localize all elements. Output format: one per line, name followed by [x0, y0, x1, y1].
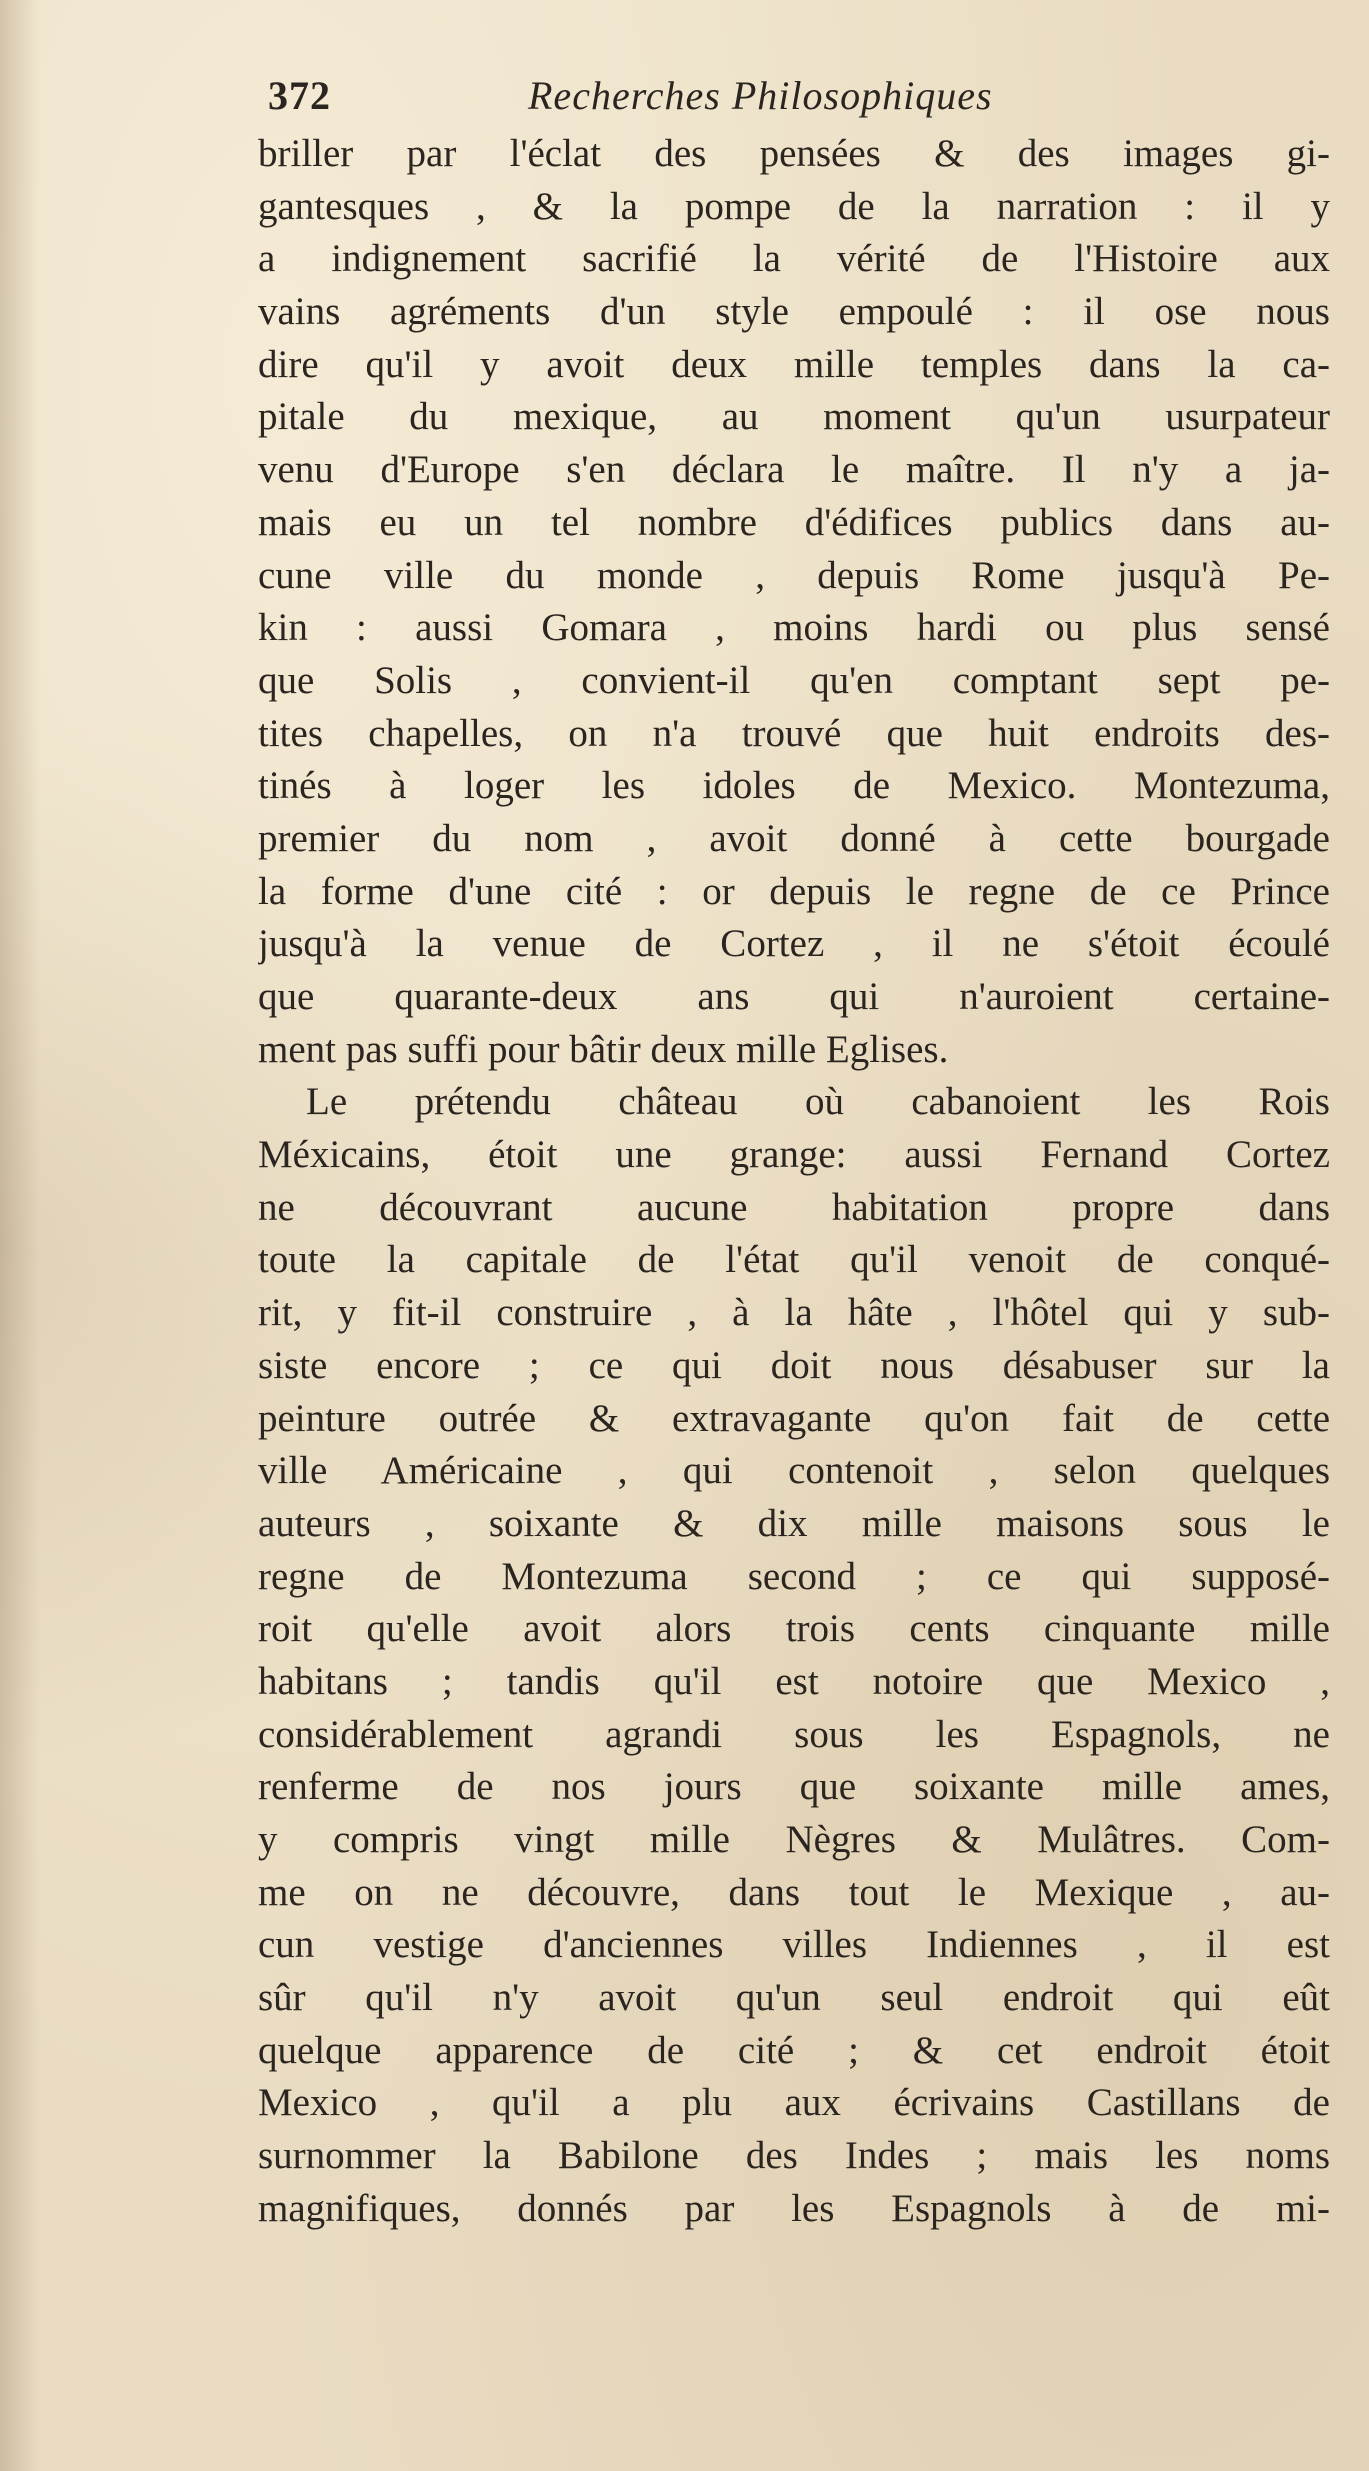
text-line: Mexico , qu'il a plu aux écrivains Castillans de	[258, 2081, 1330, 2125]
text-line: Méxicains, étoit une grange: aussi Fernand Cortez	[258, 1133, 1330, 1177]
text-line: tinés à loger les idoles de Mexico. Montezuma,	[258, 764, 1330, 808]
text-line: kin : aussi Gomara , moins hardi ou plus sensé	[258, 606, 1330, 650]
text-line: pitale du mexique, au moment qu'un usurpateur	[258, 395, 1330, 439]
page-number: 372	[268, 73, 331, 118]
gutter-shadow	[0, 0, 40, 2471]
text-line: tites chapelles, on n'a trouvé que huit endroits des-	[258, 711, 1330, 755]
page-header	[268, 72, 1328, 132]
text-line: ville Américaine , qui contenoit , selon quelques	[258, 1449, 1330, 1493]
text-line: briller par l'éclat des pensées & des images gi-	[258, 132, 1330, 175]
text-line: siste encore ; ce qui doit nous désabuser sur la	[258, 1343, 1330, 1387]
text-line: regne de Montezuma second ; ce qui supposé-	[258, 1554, 1330, 1598]
text-line: auteurs , soixante & dix mille maisons sous le	[258, 1501, 1330, 1545]
text-line: premier du nom , avoit donné à cette bourgade	[258, 816, 1330, 860]
text-line: y compris vingt mille Nègres & Mulâtres. Com-	[258, 1818, 1330, 1861]
text-line: peinture outrée & extravagante qu'on fait de cette	[258, 1396, 1330, 1440]
text-line: venu d'Europe s'en déclara le maître. Il n'y a ja-	[258, 448, 1330, 492]
text-line: mais eu un tel nombre d'édifices publics dans au-	[258, 500, 1330, 544]
text-line: considérablement agrandi sous les Espagnols, ne	[258, 1712, 1330, 1756]
text-line: jusqu'à la venue de Cortez , il ne s'étoit écoulé	[258, 922, 1330, 966]
text-line: a indignement sacrifié la vérité de l'Histoire aux	[258, 237, 1330, 281]
text-line: habitans ; tandis qu'il est notoire que Mexico ,	[258, 1659, 1330, 1703]
body-text	[258, 128, 1330, 2236]
text-line: que Solis , convient-il qu'en comptant sept pe-	[258, 658, 1330, 702]
text-line: quelque apparence de cité ; & cet endroit étoit	[258, 2028, 1330, 2072]
text-line: dire qu'il y avoit deux mille temples dans la ca-	[258, 342, 1330, 386]
text-line: roit qu'elle avoit alors trois cents cinquante mille	[258, 1607, 1330, 1651]
text-line: magnifiques, donnés par les Espagnols à de mi-	[258, 2186, 1330, 2230]
text-line: Le prétendu château où cabanoient les Rois	[306, 1080, 1330, 1124]
text-line: me on ne découvre, dans tout le Mexique , au-	[258, 1870, 1330, 1914]
text-line: ment pas suffi pour bâtir deux mille Eglises.	[258, 1027, 949, 1071]
text-line: gantesques , & la pompe de la narration : il y	[258, 184, 1330, 228]
text-line: la forme d'une cité : or depuis le regne de ce Prince	[258, 869, 1330, 913]
text-line: cun vestige d'anciennes villes Indiennes , il est	[258, 1923, 1330, 1967]
text-line: renferme de nos jours que soixante mille ames,	[258, 1765, 1330, 1809]
text-line: vains agréments d'un style empoulé : il ose nous	[258, 290, 1330, 334]
text-line: sûr qu'il n'y avoit qu'un seul endroit qui eût	[258, 1976, 1330, 2020]
text-line: surnommer la Babilone des Indes ; mais les noms	[258, 2134, 1330, 2178]
text-line: rit, y fit-il construire , à la hâte , l'hôtel qui y sub-	[258, 1291, 1330, 1335]
text-line: toute la capitale de l'état qu'il venoit de conqué-	[258, 1238, 1330, 1282]
text-line: que quarante-deux ans qui n'auroient certaine-	[258, 975, 1330, 1018]
text-line: cune ville du monde , depuis Rome jusqu'à Pe-	[258, 553, 1330, 597]
text-line: ne découvrant aucune habitation propre dans	[258, 1185, 1330, 1229]
running-head: Recherches Philosophiques	[528, 73, 993, 118]
